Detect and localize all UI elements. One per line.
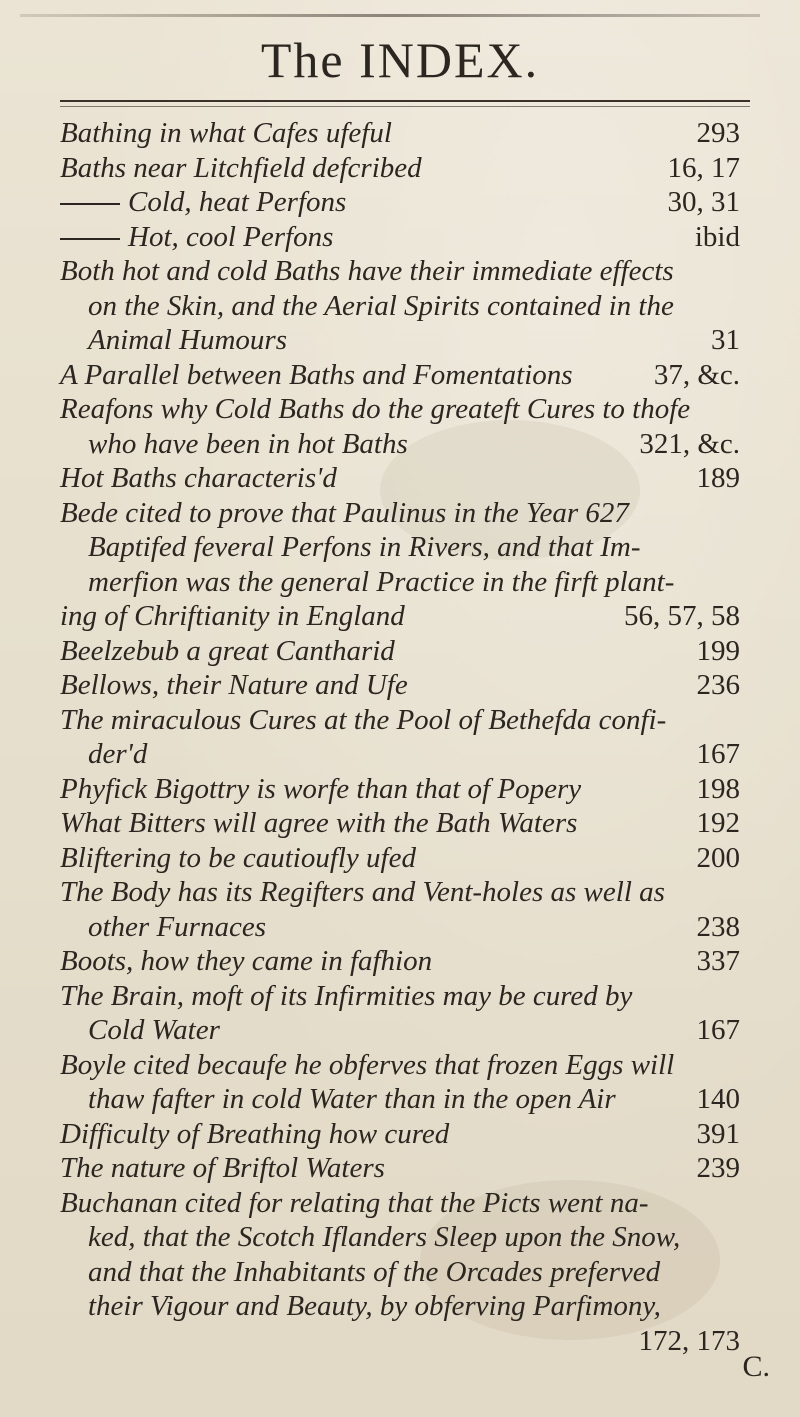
entry-text: What Bitters will agree with the Bath Waters (60, 807, 578, 839)
index-entry (60, 427, 760, 462)
index-entry (60, 1324, 760, 1359)
entry-text: Reafons why Cold Baths do the greateft Cures to thofe (60, 393, 691, 425)
page-reference: 200 (696, 841, 740, 874)
entry-text: Animal Humours (88, 324, 287, 356)
entry-text: thaw fafter in cold Water than in the open Air (88, 1083, 616, 1115)
entry-text: Difficulty of Breathing how cured (60, 1117, 450, 1150)
index-entry (60, 1289, 760, 1324)
page-reference: 391 (696, 1117, 740, 1150)
index-entry (60, 323, 760, 358)
entry-text: Cold Water (88, 1014, 220, 1046)
index-entry (60, 806, 760, 841)
entry-text: Baths near Litchfield defcribed (60, 151, 422, 184)
index-entry (60, 1186, 760, 1221)
page-reference: 167 (696, 1014, 740, 1046)
index-entry (60, 737, 760, 772)
entry-text: The miraculous Cures at the Pool of Bethefda confi- (60, 703, 667, 736)
entry-text: Buchanan cited for relating that the Picts went na- (60, 1186, 649, 1219)
entry-text: Cold, heat Perfons (128, 186, 347, 218)
catchword: C. (742, 1350, 770, 1383)
dash-rule (60, 203, 120, 205)
entry-text: der'd (88, 738, 148, 770)
entry-text: who have been in hot Baths (88, 427, 408, 460)
index-entry (60, 530, 760, 565)
page-reference: 199 (696, 634, 740, 667)
index-entry (60, 979, 760, 1014)
index-entry (60, 1013, 760, 1048)
entry-text: Bliftering to be cautioufly ufed (60, 841, 416, 874)
entry-text: Hot Baths characteris'd (60, 462, 337, 494)
index-entry (60, 254, 760, 289)
header-rule (60, 100, 750, 102)
index-entry (60, 1220, 760, 1255)
index-entry (60, 875, 760, 910)
page-reference: 293 (696, 117, 740, 149)
index-entry (60, 1048, 760, 1083)
page-reference: 167 (696, 738, 740, 770)
entry-text: Bellows, their Nature and Ufe (60, 669, 408, 701)
index-entry (60, 1082, 760, 1117)
entry-text: The Brain, moft of its Infirmities may be cured by (60, 979, 633, 1012)
entry-text: ing of Chriftianity in England (60, 600, 405, 632)
page-reference: 31 (711, 324, 740, 356)
index-entry (60, 668, 760, 703)
index-entry (60, 151, 760, 186)
index-entry (60, 116, 760, 151)
page-reference: 56, 57, 58 (624, 600, 740, 632)
page-reference: 30, 31 (667, 186, 740, 218)
index-entry (60, 358, 760, 393)
entry-text: Baptifed feveral Perfons in Rivers, and that Im- (88, 531, 641, 563)
page-reference: 16, 17 (667, 151, 740, 184)
entry-text: Phyfick Bigottry is worfe than that of Popery (60, 772, 582, 805)
index-entry (60, 461, 760, 496)
entry-text: Boyle cited becaufe he obferves that frozen Eggs will (60, 1048, 675, 1081)
entry-text: their Vigour and Beauty, by obferving Parfimony, (88, 1290, 661, 1322)
entry-text: The Body has its Regifters and Vent-holes as well as (60, 876, 665, 908)
page-reference: 236 (696, 669, 740, 701)
index-entry (60, 220, 760, 255)
index-entry (60, 772, 760, 807)
index-entry (60, 944, 760, 979)
page-reference: 37, &c. (653, 358, 740, 391)
entry-text: The nature of Briftol Waters (60, 1152, 385, 1184)
page-reference: 189 (696, 462, 740, 494)
entry-text: A Parallel between Baths and Fomentations (60, 358, 573, 391)
index-entry (60, 703, 760, 738)
entry-text: on the Skin, and the Aerial Spirits contained in the (88, 289, 674, 322)
index-entry (60, 910, 760, 945)
entry-text: Bathing in what Cafes ufeful (60, 117, 392, 149)
entry-text: ked, that the Scotch Iflanders Sleep upon the Snow, (88, 1221, 681, 1253)
index-entry (60, 1255, 760, 1290)
index-entry (60, 1151, 760, 1186)
entry-text: merfion was the general Practice in the firft plant- (88, 565, 675, 598)
entry-text: other Furnaces (88, 910, 266, 943)
header-rule (60, 106, 750, 107)
index-entries (60, 116, 760, 1358)
index-entry (60, 1117, 760, 1152)
index-entry (60, 634, 760, 669)
entry-text: Both hot and cold Baths have their immediate effects (60, 255, 674, 287)
page-reference: 238 (696, 910, 740, 943)
page-title: The INDEX. (260, 32, 540, 88)
index-entry (60, 565, 760, 600)
page-reference: 192 (696, 807, 740, 839)
index-entry (60, 289, 760, 324)
dash-rule (60, 238, 120, 240)
entry-text: Bede cited to prove that Paulinus in the Year 627 (60, 496, 629, 529)
index-entry (60, 599, 760, 634)
top-rule (20, 14, 760, 17)
page-reference: 172, 173 (638, 1324, 740, 1357)
page-reference: 239 (696, 1152, 740, 1184)
page-reference: 321, &c. (639, 427, 740, 460)
entry-text: Boots, how they came in fafhion (60, 945, 433, 977)
index-entry (60, 496, 760, 531)
entry-text: Hot, cool Perfons (128, 220, 334, 253)
index-entry (60, 392, 760, 427)
entry-text: Beelzebub a great Cantharid (60, 634, 395, 667)
index-entry (60, 185, 760, 220)
page-reference: 140 (696, 1083, 740, 1115)
index-entry (60, 841, 760, 876)
page-reference: ibid (694, 220, 740, 253)
page-reference: 337 (696, 945, 740, 977)
page-reference: 198 (696, 772, 740, 805)
entry-text: and that the Inhabitants of the Orcades preferved (88, 1255, 661, 1288)
